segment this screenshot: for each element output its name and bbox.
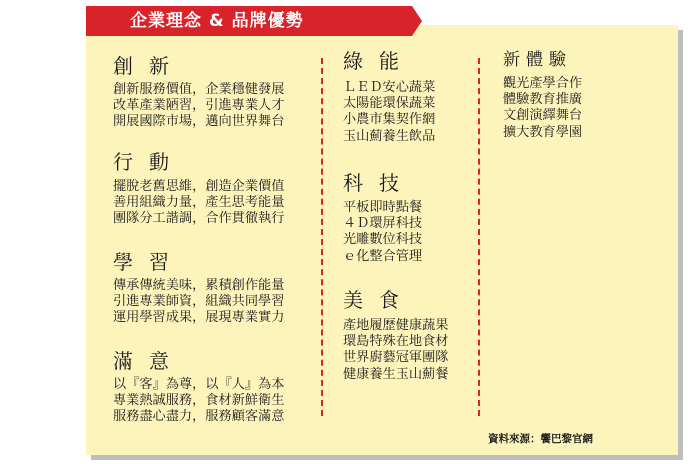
- section-heading: 創新: [113, 54, 185, 78]
- section-heading: 滿意: [113, 349, 185, 373]
- banner-title: 企業理念 & 品牌優勢: [130, 11, 304, 31]
- section-line: 以『客』為尊，以『人』為本: [113, 377, 285, 392]
- section-line: 團隊分工諧調，合作貫徹執行: [113, 211, 285, 227]
- section-heading: 科技: [343, 171, 415, 195]
- section-heading: 新體驗: [503, 50, 572, 70]
- section-line: ４Ｄ環屏科技: [343, 216, 423, 232]
- section-new-experience: [503, 48, 582, 141]
- section-line: ｅ化整合管理: [343, 248, 423, 264]
- section-line: 世界廚藝冠軍團隊: [343, 350, 449, 366]
- column-divider: [321, 58, 323, 416]
- section-line: 專業熱誠服務，食材新鮮衛生: [113, 393, 285, 409]
- section-line: 光雕數位科技: [343, 232, 423, 248]
- section-line: 健康養生玉山薊餐: [343, 366, 449, 382]
- section-line: 平板即時點餐: [343, 200, 423, 215]
- section-heading: 綠能: [343, 49, 415, 73]
- section-line: 環島特殊在地食材: [343, 334, 449, 350]
- section-line: 傳承傳統美味，累積創作能量: [113, 278, 285, 293]
- section-line: 觀光產學合作: [503, 76, 583, 91]
- section-line: 體驗教育推廣: [503, 92, 583, 108]
- section-line: 玉山薊養生飲品: [343, 128, 436, 144]
- section-satisfaction: [113, 349, 284, 426]
- section-heading: 行動: [113, 150, 185, 174]
- source-note: 資料來源：饗巴黎官網: [488, 433, 593, 445]
- section-line: 擺脫老舊思維，創造企業價值: [113, 179, 285, 194]
- section-innovation: [113, 54, 284, 131]
- section-action: [113, 150, 284, 228]
- section-heading: 美食: [343, 288, 415, 312]
- section-line: 太陽能環保蔬菜: [343, 96, 436, 112]
- section-line: 運用學習成果，展現專業實力: [113, 310, 285, 326]
- section-line: 文創演繹舞台: [503, 108, 583, 124]
- section-line: 創新服務價值，企業穩健發展: [113, 82, 285, 97]
- section-line: 改革產業陋習，引進專業人才: [113, 98, 285, 114]
- section-line: 引進專業師資，組織共同學習: [113, 294, 285, 310]
- section-learning: [113, 250, 284, 327]
- section-technology: [343, 171, 422, 265]
- section-heading: 學習: [113, 250, 185, 274]
- section-line: 開展國際市場，邁向世界舞台: [113, 114, 285, 130]
- section-line: 服務盡心盡力，服務顧客滿意: [113, 409, 285, 425]
- section-line: ＬＥＤ安心蔬菜: [343, 80, 436, 95]
- section-line: 產地履歷健康蔬果: [343, 318, 449, 333]
- section-green-energy: [343, 49, 435, 145]
- section-line: 善用組織力量，產生思考能量: [113, 195, 285, 211]
- section-line: 小農市集契作網: [343, 112, 436, 128]
- column-divider: [478, 58, 480, 416]
- section-gourmet: [343, 288, 449, 383]
- section-line: 擴大教育學園: [503, 124, 583, 140]
